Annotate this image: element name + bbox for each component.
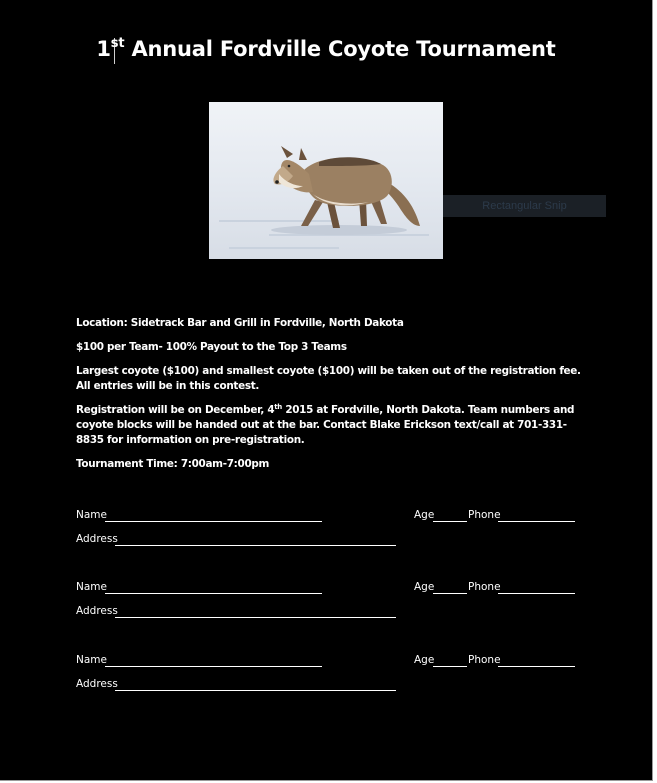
phone-label: Phone: [468, 509, 501, 521]
registration-entry-2-row-2: [76, 605, 576, 619]
coyote-photo[interactable]: [209, 102, 443, 259]
registration-text: Registration will be on December, 4th 2015 at Fordville, North Dakota. Team numbers and coyote blocks will be handed out at the bar. Contact Blake Erickson text/call at 701-331-8835 for information on pre-registration.: [76, 403, 575, 446]
address-field[interactable]: [115, 617, 396, 618]
floating-shape-label[interactable]: Rectangular Snip: [443, 195, 606, 217]
phone-field[interactable]: [498, 521, 575, 522]
age-label: Age: [414, 654, 435, 666]
age-field[interactable]: [433, 666, 467, 667]
name-label: Name: [76, 581, 107, 593]
contest-text: Largest coyote ($100) and smallest coyote ($100) will be taken out of the registration fee. All entries will be in this contest.: [76, 365, 581, 392]
name-field[interactable]: [105, 521, 322, 522]
title-ordinal-suffix: st: [110, 36, 125, 51]
address-label: Address: [76, 533, 118, 545]
name-label: Name: [76, 509, 107, 521]
registration-entry-3-row-2: [76, 678, 576, 692]
age-label: Age: [414, 509, 435, 521]
registration-entry-2-row-1: [76, 581, 576, 595]
page-title: 1st Annual Fordville Coyote Tournament: [96, 36, 556, 61]
phone-field[interactable]: [498, 593, 575, 594]
registration-entry-3-row-1: [76, 654, 576, 668]
name-field[interactable]: [105, 666, 322, 667]
phone-label: Phone: [468, 581, 501, 593]
address-field[interactable]: [115, 545, 396, 546]
tournament-info: [76, 316, 586, 481]
registration-entry-1-row-2: [76, 533, 576, 547]
fee-text: $100 per Team- 100% Payout to the Top 3 Teams: [76, 341, 347, 353]
address-field[interactable]: [115, 690, 396, 691]
age-field[interactable]: [433, 593, 467, 594]
address-label: Address: [76, 605, 118, 617]
location-text: Location: Sidetrack Bar and Grill in Fordville, North Dakota: [76, 317, 404, 329]
address-label: Address: [76, 678, 118, 690]
name-label: Name: [76, 654, 107, 666]
age-field[interactable]: [433, 521, 467, 522]
age-label: Age: [414, 581, 435, 593]
phone-label: Phone: [468, 654, 501, 666]
tournament-time-text: Tournament Time: 7:00am-7:00pm: [76, 458, 270, 470]
coyote-icon: [209, 102, 443, 259]
registration-entry-1-row-1: [76, 509, 576, 523]
name-field[interactable]: [105, 593, 322, 594]
phone-field[interactable]: [498, 666, 575, 667]
